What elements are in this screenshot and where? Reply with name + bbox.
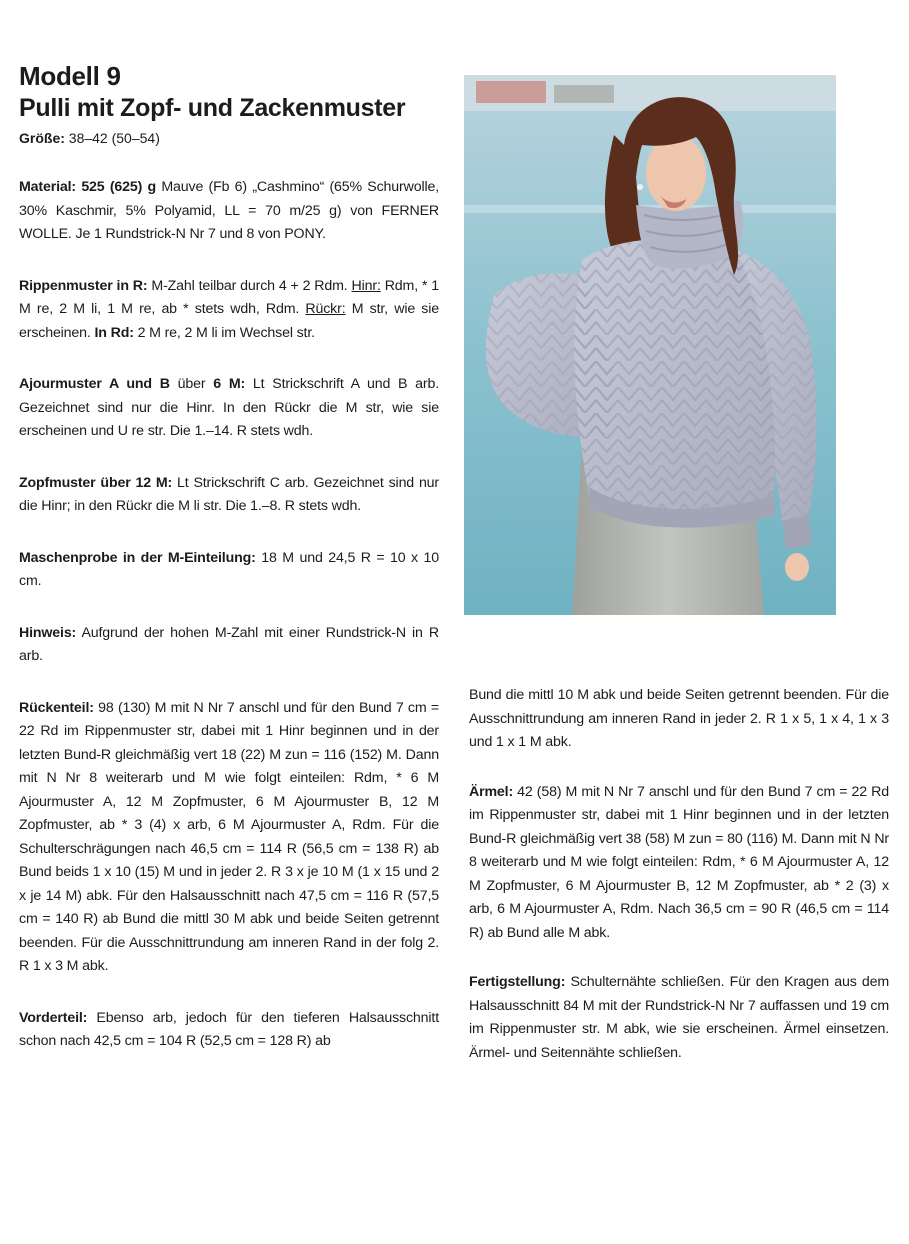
model-photo-illustration bbox=[464, 75, 836, 615]
rippen-inrd-label: In Rd: bbox=[94, 324, 134, 341]
rippen-text-3: M str, wie sie erscheinen. bbox=[19, 301, 439, 341]
rippen-rueckr: Rückr: bbox=[305, 301, 346, 317]
maschenprobe-label: Maschenprobe in der M-Einteilung: bbox=[19, 549, 256, 566]
size-value: 38–42 (50–54) bbox=[64, 130, 160, 146]
fertig-label: Fertigstellung: bbox=[469, 974, 566, 990]
rippen-text-2: Rdm, * 1 M re, 2 M li, 1 M re, ab * stets wdh, Rdm. bbox=[19, 277, 439, 317]
model-photo bbox=[464, 75, 836, 615]
ajour-label: Ajourmuster A und B bbox=[19, 376, 170, 392]
aermel-text: 42 (58) M mit N Nr 7 anschl und für den Bund 7 cm = 22 Rd im Rippenmuster str, dabei mit 1 Hinr beginnen und in der letzten Bund-R gleichmäßig vert 38 (58) M zun = 80 (116) M. Dann mit N Nr 8 weiterarb und M wie folgt einteilen: Rdm, * 6 M Ajourmuster A, 12 M Zopfmuster, 6 M Ajourmuster B, 12 M Zopfmuster, ab * 2 (3) x arb, 6 M Ajourmuster A, Rdm. Nach 36,5 cm = 90 R (46,5 cm = 114 R) ab Bund alle M abk. bbox=[469, 783, 889, 941]
rippen-label: Rippenmuster in R: bbox=[19, 277, 148, 294]
ajour-label-2: 6 M: bbox=[213, 376, 246, 392]
section-hinweis bbox=[19, 622, 439, 669]
section-ajourmuster bbox=[19, 373, 439, 444]
zopf-label: Zopfmuster über 12 M: bbox=[19, 474, 173, 491]
rueckenteil-text: 98 (130) M mit N Nr 7 anschl und für den Bund 7 cm = 22 Rd im Rippenmuster str, dabei mit 1 Hinr beginnen und in der letzten Bund-R gleichmäßig vert 18 (22) M zun = 116 (152) M. Dann mit N Nr 8 weiterarb und M wie folgt einteilen: Rdm, * 6 M Ajourmuster A, 12 M Zopfmuster, 6 M Ajourmuster B, 12 M Zopfmuster, ab * 3 (4) x arb, 6 M Ajourmuster A, Rdm. Für die Schulterschrägungen nach 46,5 cm = 114 R (56,5 cm = 138 R) ab Bund beids 1 x 10 (15) M und in jeder 2. R 3 x je 10 M (1 x 15 und 2 x je 14 M) abk. Für den Halsausschnitt nach 47,5 cm = 116 R (57,5 cm = 140 R) ab Bund die mittl 30 M abk und beide Seiten getrennt beenden. Für die Ausschnittrundung am inneren Rand in der folg 2. R 1 x 3 M abk. bbox=[19, 699, 439, 974]
section-vorderteil bbox=[19, 1007, 439, 1054]
hand bbox=[785, 553, 809, 581]
material-text: Mauve (Fb 6) „Cashmino“ (65% Schurwolle, 30% Kaschmir, 5% Polyamid, LL = 70 m/25 g) von FERNER WOLLE. Je 1 Rundstrick-N Nr 7 und 8 von PONY. bbox=[19, 179, 439, 242]
section-vorderteil-continuation: Bund die mittl 10 M abk und beide Seiten getrennt beenden. Für die Ausschnittrundung am inneren Rand in jeder 2. R 1 x 5, 1 x 4, 1 x 3 und 1 x 1 M abk. bbox=[469, 687, 889, 750]
right-column bbox=[469, 684, 889, 1065]
section-rueckenteil bbox=[19, 697, 439, 979]
size-line bbox=[19, 128, 439, 148]
rippen-text-4: 2 M re, 2 M li im Wechsel str. bbox=[133, 324, 315, 341]
hinweis-text: Aufgrund der hohen M-Zahl mit einer Rundstrick-N in R arb. bbox=[19, 624, 439, 664]
page-subtitle: Pulli mit Zopf- und Zackenmuster bbox=[19, 94, 406, 122]
rippen-text-1: M-Zahl teilbar durch 4 + 2 Rdm. bbox=[147, 277, 352, 294]
page-title: Modell 9 bbox=[19, 61, 121, 91]
vorderteil-label: Vorderteil: bbox=[19, 1009, 88, 1026]
section-zopfmuster bbox=[19, 472, 439, 519]
section-rippenmuster bbox=[19, 275, 439, 346]
aermel-label: Ärmel: bbox=[469, 783, 514, 800]
section-material bbox=[19, 176, 439, 247]
face bbox=[646, 135, 706, 211]
fertig-text: Schulternähte schließen. Für den Kragen aus dem Halsausschnitt 84 M mit der Rundstrick-N Nr 7 auffassen und 19 cm im Rippenmuster str. M abk, wie sie erscheinen. Ärmel einsetzen. Ärmel- und Seitennähte schließen. bbox=[469, 974, 889, 1061]
left-column bbox=[19, 60, 439, 1054]
hinweis-label: Hinweis: bbox=[19, 624, 77, 641]
size-label: Größe: bbox=[19, 130, 65, 146]
rueckenteil-label: Rückenteil: bbox=[19, 699, 94, 716]
ajour-text: Lt Strickschrift A und B arb. Gezeichnet sind nur die Hinr. In den Rückr die M str, wie sie erscheinen und U re str. Die 1.–14. R stets wdh. bbox=[19, 376, 440, 439]
vorderteil-text: Ebenso arb, jedoch für den tieferen Halsausschnitt schon nach 42,5 cm = 104 R (52,5 cm = 128 R) ab bbox=[19, 1009, 439, 1049]
material-label: Material: 525 (625) g bbox=[19, 179, 157, 195]
zopf-text: Lt Strickschrift C arb. Gezeichnet sind nur die Hinr; in den Rückr die M li str. Die 1.–8. R stets wdh. bbox=[19, 474, 439, 514]
section-maschenprobe bbox=[19, 547, 439, 594]
section-aermel bbox=[469, 781, 889, 946]
maschenprobe-text: 18 M und 24,5 R = 10 x 10 cm. bbox=[19, 549, 439, 589]
section-fertigstellung bbox=[469, 971, 889, 1065]
ajour-mid: über bbox=[169, 376, 214, 392]
rippen-hinr: Hinr: bbox=[351, 277, 381, 294]
